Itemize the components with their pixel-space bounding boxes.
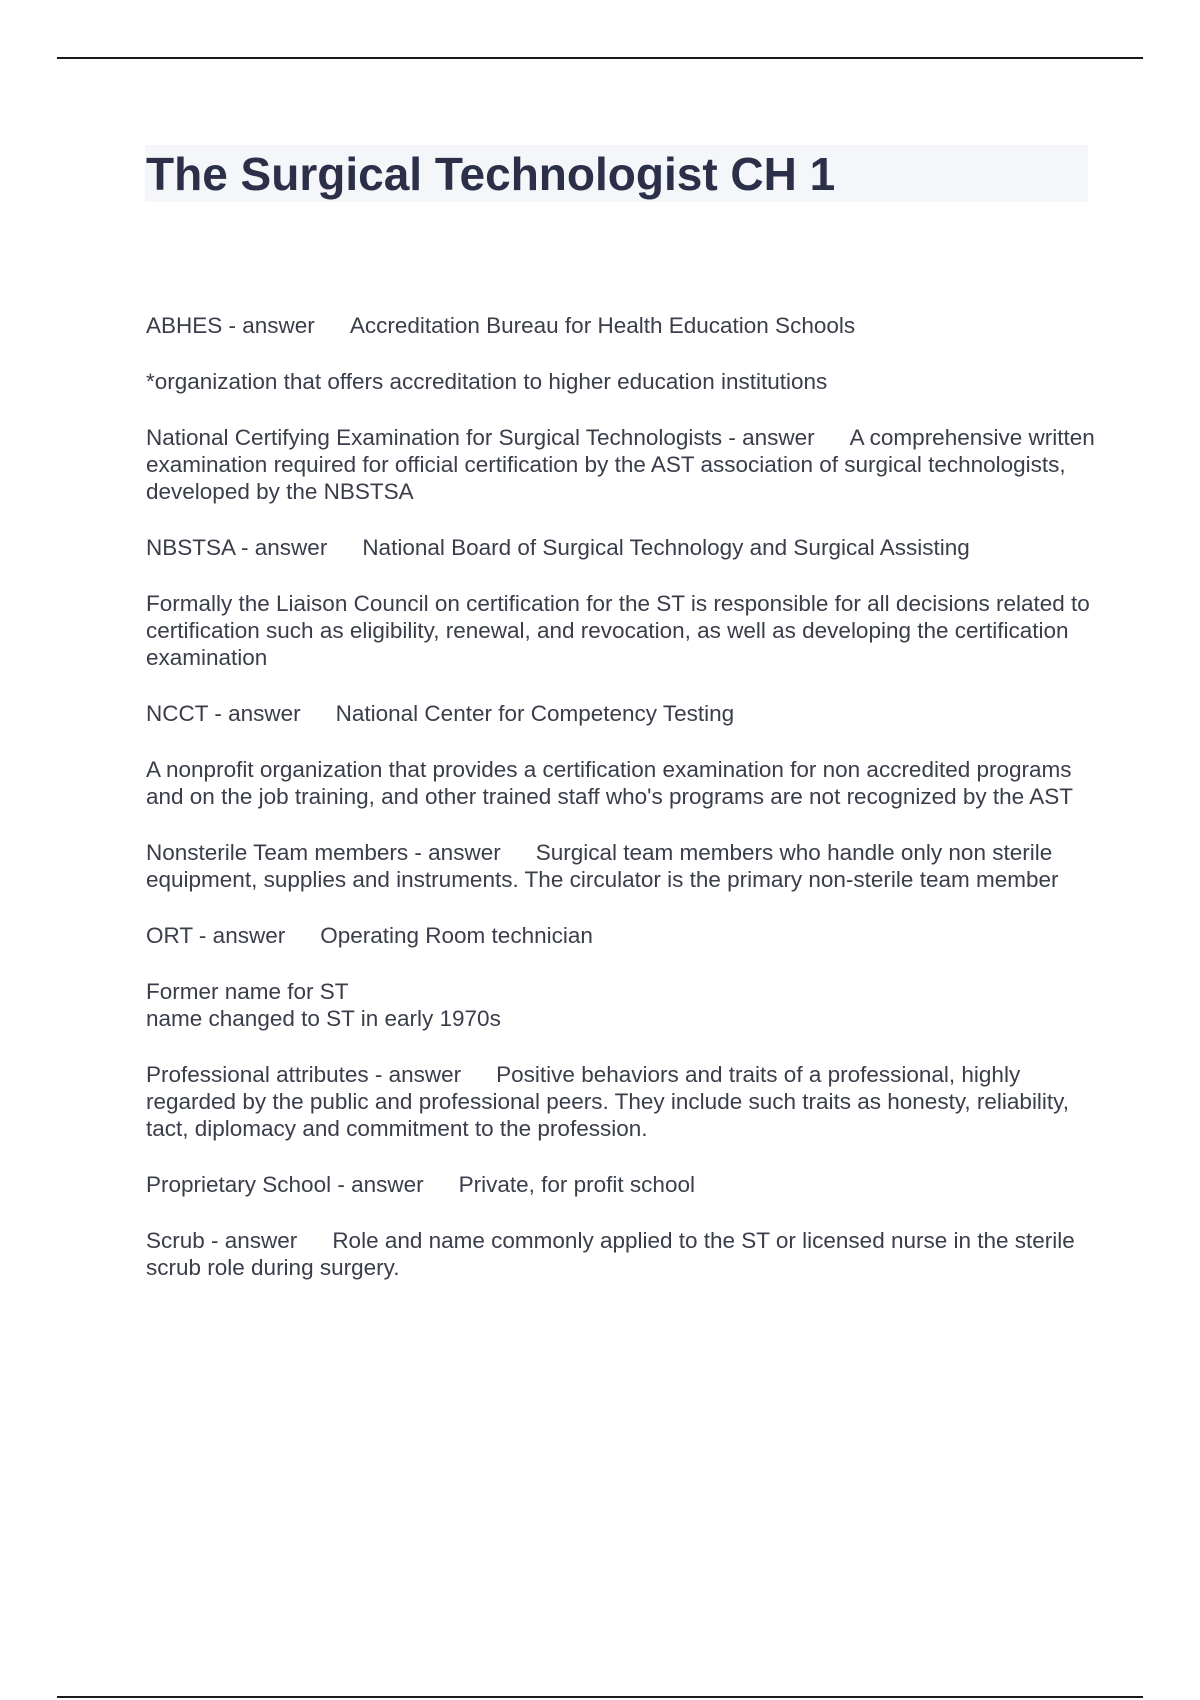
document-title: The Surgical Technologist CH 1 xyxy=(146,148,836,200)
entry-definition: National Center for Competency Testing xyxy=(335,701,735,726)
note-line: name changed to ST in early 1970s xyxy=(146,1006,501,1031)
entry-term: Nonsterile Team members - answer xyxy=(146,840,501,865)
entry-definition: National Board of Surgical Technology and Surgical Assisting xyxy=(362,535,970,560)
entry-abhes xyxy=(146,312,1096,339)
entry-ort xyxy=(146,922,1096,949)
entry-term: ABHES - answer xyxy=(146,313,315,338)
entry-term: NBSTSA - answer xyxy=(146,535,328,560)
flashcard-list xyxy=(146,312,1096,1310)
entry-term: NCCT - answer xyxy=(146,701,301,726)
entry-definition: Private, for profit school xyxy=(458,1172,695,1197)
entry-nbstsa xyxy=(146,534,1096,561)
entry-professional-attributes xyxy=(146,1061,1096,1142)
entry-term: Professional attributes - answer xyxy=(146,1062,462,1087)
entry-definition: Surgical team members who handle only non sterile equipment, supplies and instruments. The circulator is the primary non-sterile team member xyxy=(146,840,1059,892)
entry-nbstsa-note: Formally the Liaison Council on certification for the ST is responsible for all decisions related to certification such as eligibility, renewal, and revocation, as well as developing the certification examination xyxy=(146,591,1090,670)
entry-ncct-note: A nonprofit organization that provides a certification examination for non accredited programs and on the job training, and other trained staff who's programs are not recognized by the AST xyxy=(146,757,1073,809)
entry-term: National Certifying Examination for Surgical Technologists - answer xyxy=(146,425,815,450)
entry-ort-note xyxy=(146,978,1096,1032)
entry-abhes-note: *organization that offers accreditation to higher education institutions xyxy=(146,369,828,394)
entry-ncct xyxy=(146,700,1096,727)
entry-national-certifying-exam xyxy=(146,424,1096,505)
entry-term: Scrub - answer xyxy=(146,1228,298,1253)
entry-proprietary-school xyxy=(146,1171,1096,1198)
entry-nonsterile-team xyxy=(146,839,1096,893)
top-rule xyxy=(57,57,1143,59)
entry-definition: Operating Room technician xyxy=(320,923,593,948)
entry-definition: Positive behaviors and traits of a professional, highly regarded by the public and professional peers. They include such traits as honesty, reliability, tact, diplomacy and commitment to the profession. xyxy=(146,1062,1070,1141)
entry-term: ORT - answer xyxy=(146,923,286,948)
bottom-rule xyxy=(57,1696,1143,1698)
entry-definition: A comprehensive written examination required for official certification by the AST association of surgical technologists, developed by the NBSTSA xyxy=(146,425,1095,504)
entry-scrub xyxy=(146,1227,1096,1281)
note-line: Former name for ST xyxy=(146,979,349,1004)
entry-definition: Accreditation Bureau for Health Education Schools xyxy=(349,313,856,338)
entry-term: Proprietary School - answer xyxy=(146,1172,424,1197)
entry-definition: Role and name commonly applied to the ST or licensed nurse in the sterile scrub role during surgery. xyxy=(146,1228,1075,1280)
